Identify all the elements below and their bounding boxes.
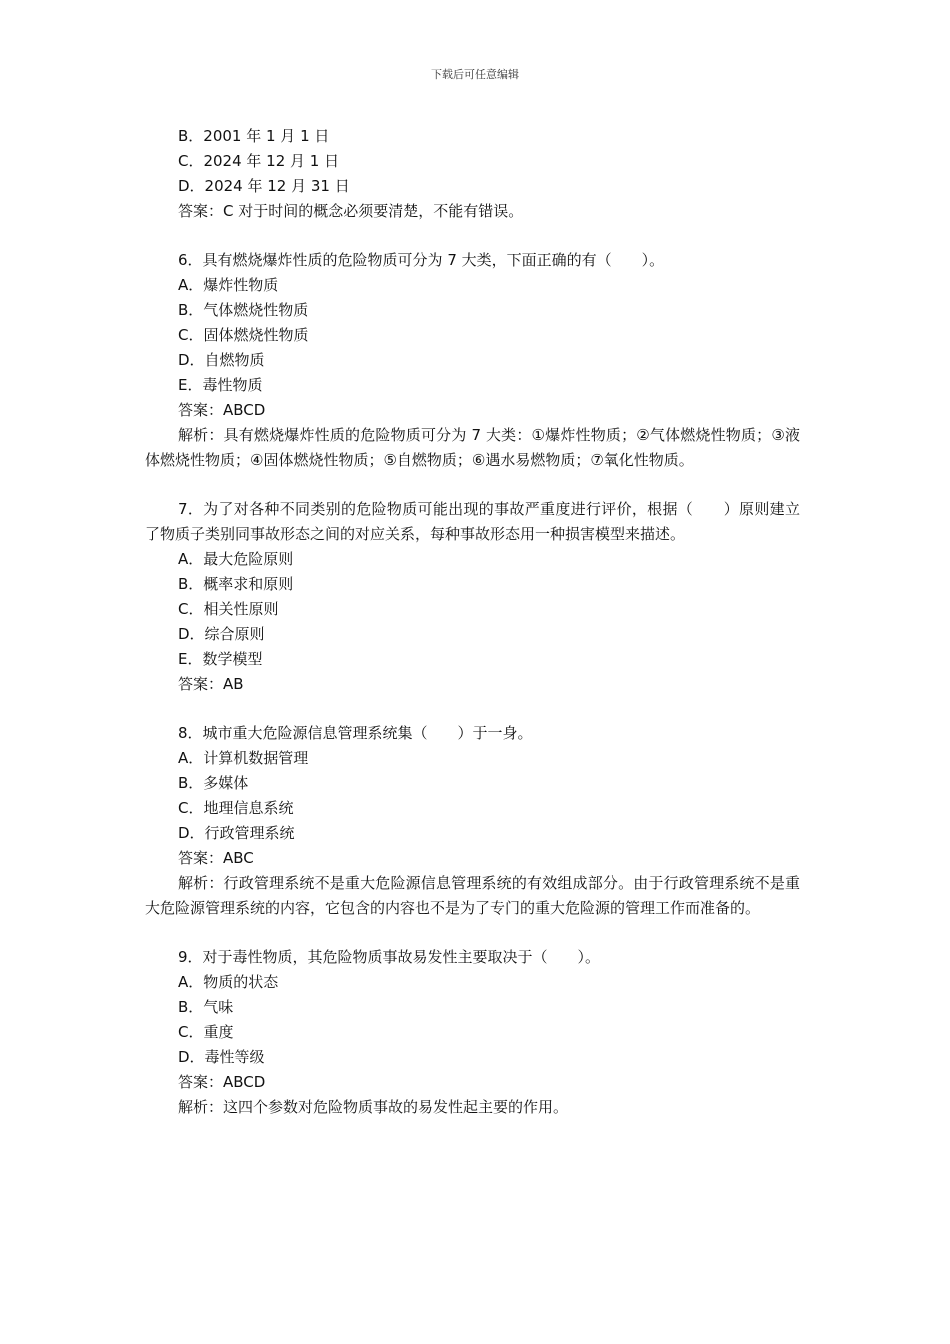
q5-option-b: B．2001 年 1 月 1 日 [178, 127, 330, 145]
q7-answer: 答案：AB [178, 675, 244, 693]
q9-stem: 9．对于毒性物质，其危险物质事故易发性主要取决于（ ）。 [178, 948, 601, 966]
q6-analysis: 解析：具有燃烧爆炸性质的危险物质可分为 7 大类：①爆炸性物质；②气体燃烧性物质；③液体燃烧性物质；④固体燃烧性物质；⑤自燃物质；⑥遇水易燃物质；⑦氧化性物质。 [145, 426, 800, 469]
q8-analysis: 解析：行政管理系统不是重大危险源信息管理系统的有效组成部分。由于行政管理系统不是重大危险源管理系统的内容，它包含的内容也不是为了专门的重大危险源的管理工作而准备的。 [145, 874, 800, 917]
q7-option-e: E．数学模型 [178, 650, 263, 668]
q6-option-d: D．自燃物质 [178, 351, 265, 369]
q6-option-a: A．爆炸性物质 [178, 276, 279, 294]
q5-option-c: C．2024 年 12 月 1 日 [178, 152, 340, 170]
q6-option-e: E．毒性物质 [178, 376, 263, 394]
q9-option-d: D．毒性等级 [178, 1048, 265, 1066]
q8-stem: 8．城市重大危险源信息管理系统集（ ）于一身。 [178, 724, 533, 742]
q6-stem: 6．具有燃烧爆炸性质的危险物质可分为 7 大类，下面正确的有（ ）。 [178, 251, 665, 269]
q7-option-a: A．最大危险原则 [178, 550, 294, 568]
q7-option-b: B．概率求和原则 [178, 575, 294, 593]
q8-option-a: A．计算机数据管理 [178, 749, 309, 767]
document-body [145, 124, 800, 1120]
q5-option-d: D．2024 年 12 月 31 日 [178, 177, 350, 195]
q7-option-c: C．相关性原则 [178, 600, 279, 618]
q7-stem: 7．为了对各种不同类别的危险物质可能出现的事故严重度进行评价，根据（ ）原则建立了物质子类别同事故形态之间的对应关系，每种事故形态用一种损害模型来描述。 [145, 500, 800, 543]
q9-answer: 答案：ABCD [178, 1073, 266, 1091]
q7-option-d: D．综合原则 [178, 625, 265, 643]
q9-analysis: 解析：这四个参数对危险物质事故的易发性起主要的作用。 [178, 1098, 569, 1116]
q8-option-d: D．行政管理系统 [178, 824, 295, 842]
q6-option-c: C．固体燃烧性物质 [178, 326, 309, 344]
q6-answer: 答案：ABCD [178, 401, 266, 419]
page-header: 下载后可任意编辑 [431, 68, 519, 81]
q6-option-b: B．气体燃烧性物质 [178, 301, 309, 319]
q5-answer: 答案：C 对于时间的概念必须要清楚，不能有错误。 [178, 202, 524, 220]
q9-option-b: B．气味 [178, 998, 234, 1016]
q9-option-c: C．重度 [178, 1023, 234, 1041]
q8-option-c: C．地理信息系统 [178, 799, 294, 817]
q8-answer: 答案：ABC [178, 849, 254, 867]
q8-option-b: B．多媒体 [178, 774, 249, 792]
q9-option-a: A．物质的状态 [178, 973, 279, 991]
